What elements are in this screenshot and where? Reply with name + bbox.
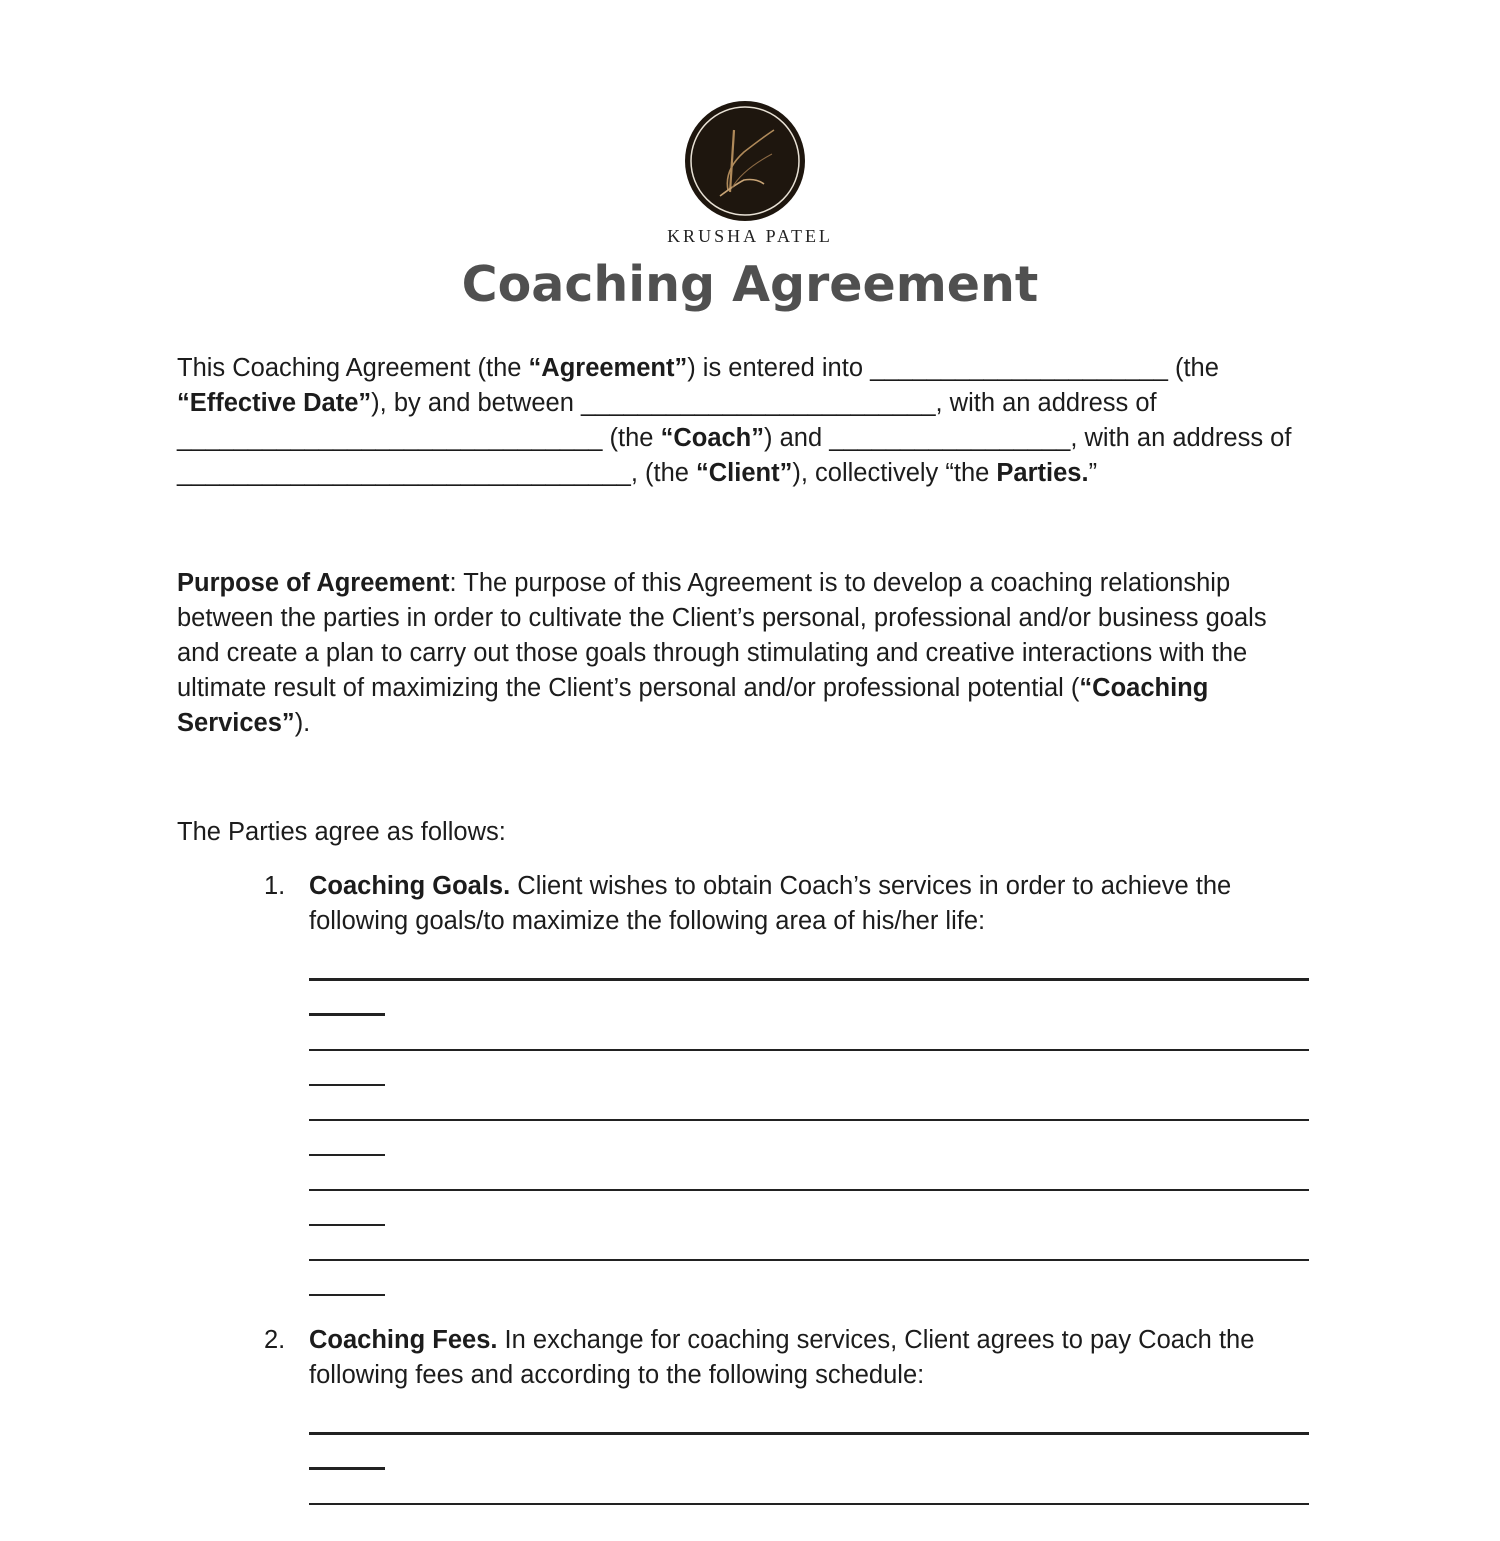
- blank-line[interactable]: [309, 1227, 1309, 1297]
- list-number: 1.: [264, 872, 286, 900]
- purpose-text: : The purpose of this Agreement is to develop a coaching relationship between the parties in order to cultivate the Client’s personal, professional and/or business goals and create a plan to carry out those goals through stimulating and creative interactions with the ultimate result of maximizing the Client’s personal and/or professional potential (: [177, 569, 1267, 702]
- list-item-heading: Coaching Goals.: [309, 872, 511, 900]
- blank-line[interactable]: [309, 1017, 1309, 1087]
- blank-line[interactable]: [309, 1471, 1309, 1541]
- intro-term-parties: Parties.: [996, 459, 1089, 487]
- intro-text: This Coaching Agreement (the: [177, 354, 529, 382]
- list-item-heading: Coaching Fees.: [309, 1326, 498, 1354]
- purpose-paragraph: [177, 566, 1297, 741]
- brand-name: KRUSHA PATEL: [667, 226, 833, 246]
- intro-term-coach: “Coach”: [660, 424, 765, 452]
- intro-text: ) is entered into _____________________ (the: [687, 354, 1219, 382]
- list-item-body: [309, 1323, 1314, 1393]
- goals-blank-lines: [309, 947, 1309, 1297]
- blank-line[interactable]: [309, 947, 1309, 1017]
- intro-term-effective-date: “Effective Date”: [177, 389, 372, 417]
- list-item-text: Client wishes to obtain Coach’s services in order to achieve the following goals/to maximize the following area of his/her life:: [309, 872, 1232, 935]
- intro-term-client: “Client”: [696, 459, 793, 487]
- intro-text: ) and _________________, with an address of ________________________________, (the: [177, 424, 1292, 487]
- list-item-text: In exchange for coaching services, Client agrees to pay Coach the following fees and according to the following schedule:: [309, 1326, 1255, 1389]
- list-item-body: [309, 869, 1314, 939]
- intro-text: ”: [1088, 459, 1098, 487]
- krusha-patel-monogram-icon: [684, 100, 806, 222]
- intro-paragraph: [177, 351, 1327, 491]
- purpose-label: Purpose of Agreement: [177, 569, 450, 597]
- blank-line[interactable]: [309, 1087, 1309, 1157]
- intro-text: ), collectively “the: [792, 459, 997, 487]
- agree-line: The Parties agree as follows:: [177, 818, 506, 846]
- list-number: 2.: [264, 1326, 286, 1354]
- purpose-end: ).: [294, 709, 311, 737]
- blank-line[interactable]: [309, 1401, 1309, 1471]
- intro-text: ), by and between _________________________, with an address of ______________________________ (the: [177, 389, 1157, 452]
- fees-blank-lines: [309, 1401, 1309, 1541]
- purpose-term-coaching-services: “Coaching Services”: [177, 674, 1209, 737]
- blank-line[interactable]: [309, 1157, 1309, 1227]
- page-title: Coaching Agreement: [461, 256, 1039, 313]
- intro-term-agreement: “Agreement”: [528, 354, 688, 382]
